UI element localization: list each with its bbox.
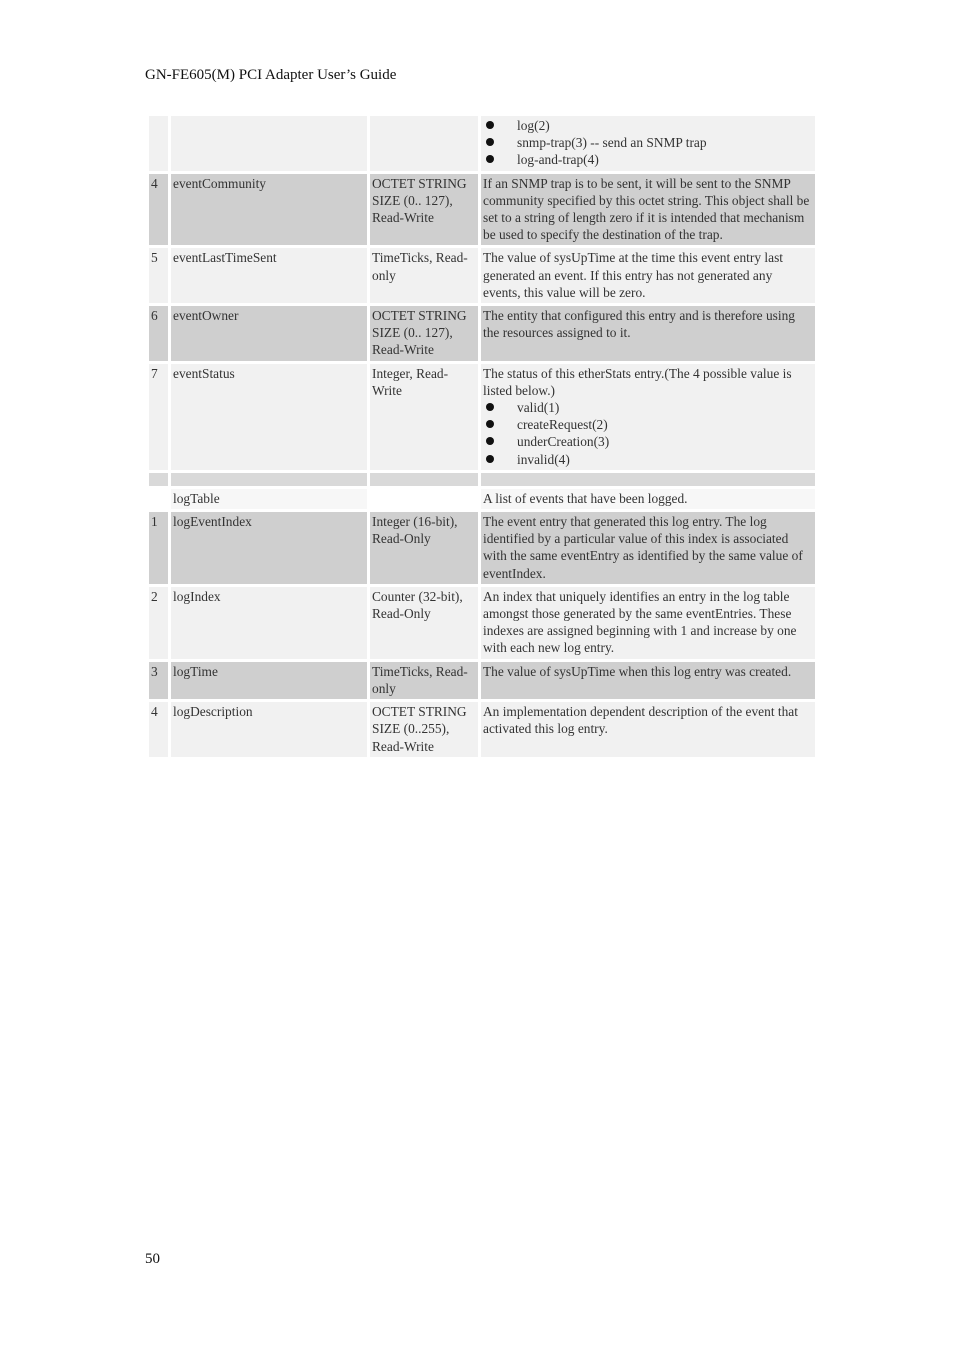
bullet-item: snmp-trap(3) -- send an SNMP trap xyxy=(483,134,813,151)
table-row xyxy=(149,306,815,361)
cell-name xyxy=(171,116,367,171)
mib-table xyxy=(146,113,818,760)
cell-num: 4 xyxy=(149,174,168,246)
cell-name: logTime xyxy=(171,662,367,699)
cell-num: 4 xyxy=(149,702,168,757)
page-header: GN-FE605(M) PCI Adapter User’s Guide xyxy=(145,67,397,83)
cell-type: TimeTicks, Read- only xyxy=(370,248,478,303)
table-row xyxy=(149,662,815,699)
table-row-continued xyxy=(149,116,815,171)
bullet-item: log-and-trap(4) xyxy=(483,151,813,168)
cell-type: Integer, Read-Write xyxy=(370,364,478,470)
cell-name: logTable xyxy=(171,489,367,509)
cell-desc: A list of events that have been logged. xyxy=(481,489,815,509)
cell-num xyxy=(149,116,168,171)
cell-desc-text: The status of this etherStats entry.(The 4 possible value is listed below.) xyxy=(483,365,792,398)
cell-num: 3 xyxy=(149,662,168,699)
cell-desc xyxy=(481,116,815,171)
cell-desc: The value of sysUpTime at the time this event entry last generated an event. If this entry has not generated any events, this value will be zero. xyxy=(481,248,815,303)
cell-type xyxy=(370,473,478,486)
table-row xyxy=(149,248,815,303)
cell-type: OCTET STRING SIZE (0..255), Read-Write xyxy=(370,702,478,757)
cell-num: 1 xyxy=(149,512,168,584)
bullet-item: invalid(4) xyxy=(483,451,813,468)
cell-name: eventLastTimeSent xyxy=(171,248,367,303)
cell-name xyxy=(171,473,367,486)
table-row-spacer xyxy=(149,473,815,486)
bullet-item: underCreation(3) xyxy=(483,433,813,450)
cell-type xyxy=(370,116,478,171)
cell-name: logDescription xyxy=(171,702,367,757)
table-row xyxy=(149,702,815,757)
cell-num xyxy=(149,473,168,486)
table-row xyxy=(149,364,815,470)
table-row-section xyxy=(149,489,815,509)
table-row xyxy=(149,587,815,659)
cell-name: logIndex xyxy=(171,587,367,659)
cell-num xyxy=(149,489,168,509)
cell-name: eventCommunity xyxy=(171,174,367,246)
cell-name: eventStatus xyxy=(171,364,367,470)
bullet-item: createRequest(2) xyxy=(483,416,813,433)
cell-desc: An implementation dependent description of the event that activated this log entry. xyxy=(481,702,815,757)
cell-type: TimeTicks, Read- only xyxy=(370,662,478,699)
table-row xyxy=(149,174,815,246)
page-number: 50 xyxy=(145,1251,160,1267)
cell-name: eventOwner xyxy=(171,306,367,361)
cell-num: 6 xyxy=(149,306,168,361)
cell-num: 5 xyxy=(149,248,168,303)
bullet-item: log(2) xyxy=(483,117,813,134)
cell-desc: The event entry that generated this log entry. The log identified by a particular value of this index is associated with the same eventEntry as identified by the same value of eventIndex. xyxy=(481,512,815,584)
cell-num: 7 xyxy=(149,364,168,470)
cell-type: Integer (16-bit), Read-Only xyxy=(370,512,478,584)
cell-desc xyxy=(481,364,815,470)
cell-type xyxy=(370,489,478,509)
bullet-list xyxy=(483,117,813,169)
bullet-list xyxy=(483,399,813,468)
cell-desc: The entity that configured this entry and is therefore using the resources assigned to it. xyxy=(481,306,815,361)
cell-desc: If an SNMP trap is to be sent, it will be sent to the SNMP community specified by this octet string. This object shall be set to a string of length zero if it is intended that mechanism be used to specify the destination of the trap. xyxy=(481,174,815,246)
table-row xyxy=(149,512,815,584)
cell-desc: An index that uniquely identifies an entry in the log table amongst those generated by the same eventEntries. These indexes are assigned beginning with 1 and increase by one with each new log entry. xyxy=(481,587,815,659)
cell-desc: The value of sysUpTime when this log entry was created. xyxy=(481,662,815,699)
bullet-item: valid(1) xyxy=(483,399,813,416)
cell-type: OCTET STRING SIZE (0.. 127), Read-Write xyxy=(370,174,478,246)
cell-type: Counter (32-bit), Read-Only xyxy=(370,587,478,659)
cell-name: logEventIndex xyxy=(171,512,367,584)
cell-type: OCTET STRING SIZE (0.. 127), Read-Write xyxy=(370,306,478,361)
cell-num: 2 xyxy=(149,587,168,659)
cell-desc xyxy=(481,473,815,486)
